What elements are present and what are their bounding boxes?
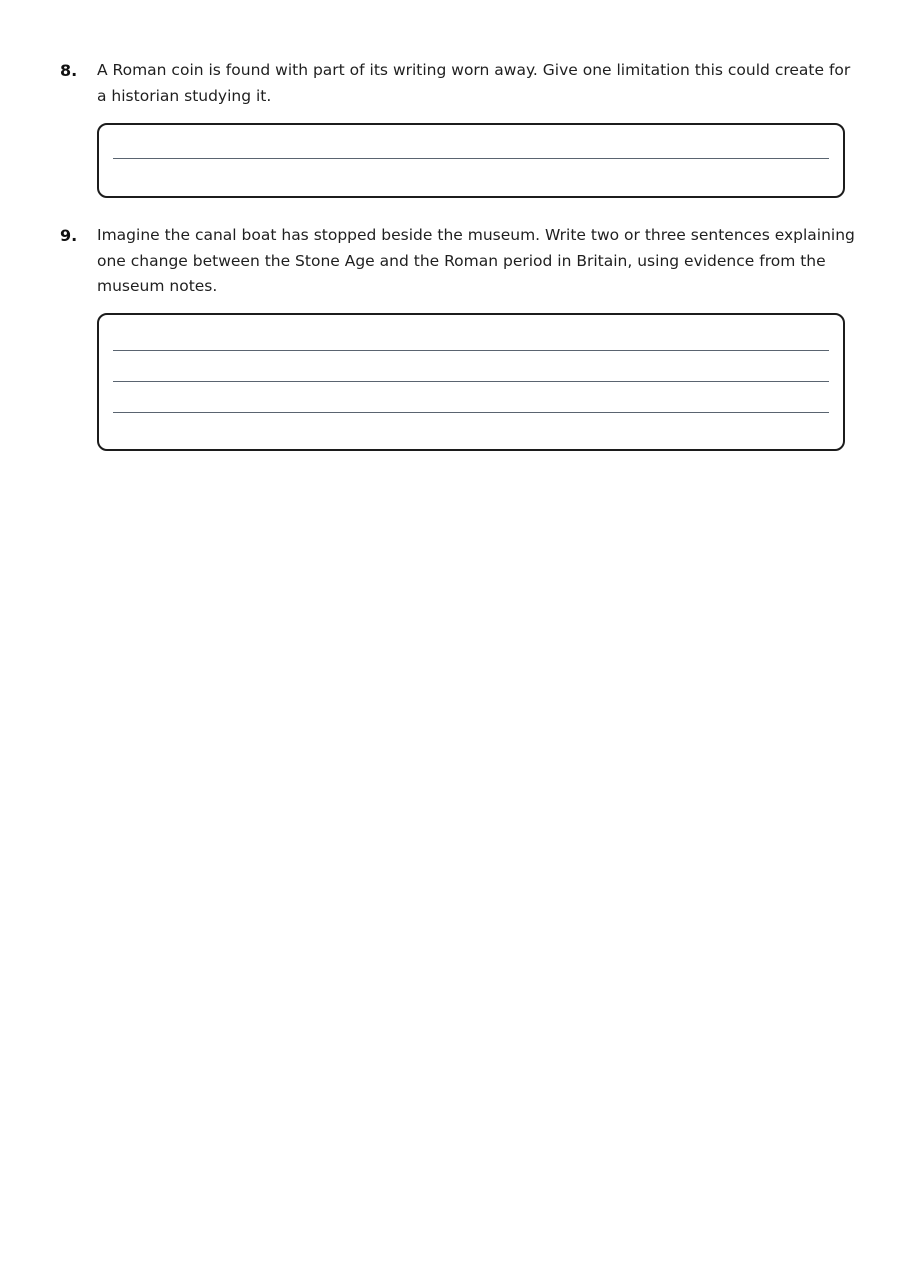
answer-line [113,158,829,159]
question-9 [60,223,860,300]
question-text: Imagine the canal boat has stopped beside the museum. Write two or three sentences explaining one change between the Stone Age and the Roman period in Britain, using evidence from the museum notes. [97,226,855,295]
question-row [60,58,860,109]
question-number: 8. [60,61,78,80]
question-number: 9. [60,226,78,245]
answer-line [113,350,829,351]
answer-line [113,412,829,413]
question-8 [60,58,860,109]
answer-line [113,381,829,382]
answer-box-9[interactable] [97,313,845,451]
question-text: A Roman coin is found with part of its writing worn away. Give one limitation this could create for a historian studying it. [97,61,851,105]
answer-box-8[interactable] [97,123,845,198]
question-row [60,223,860,300]
